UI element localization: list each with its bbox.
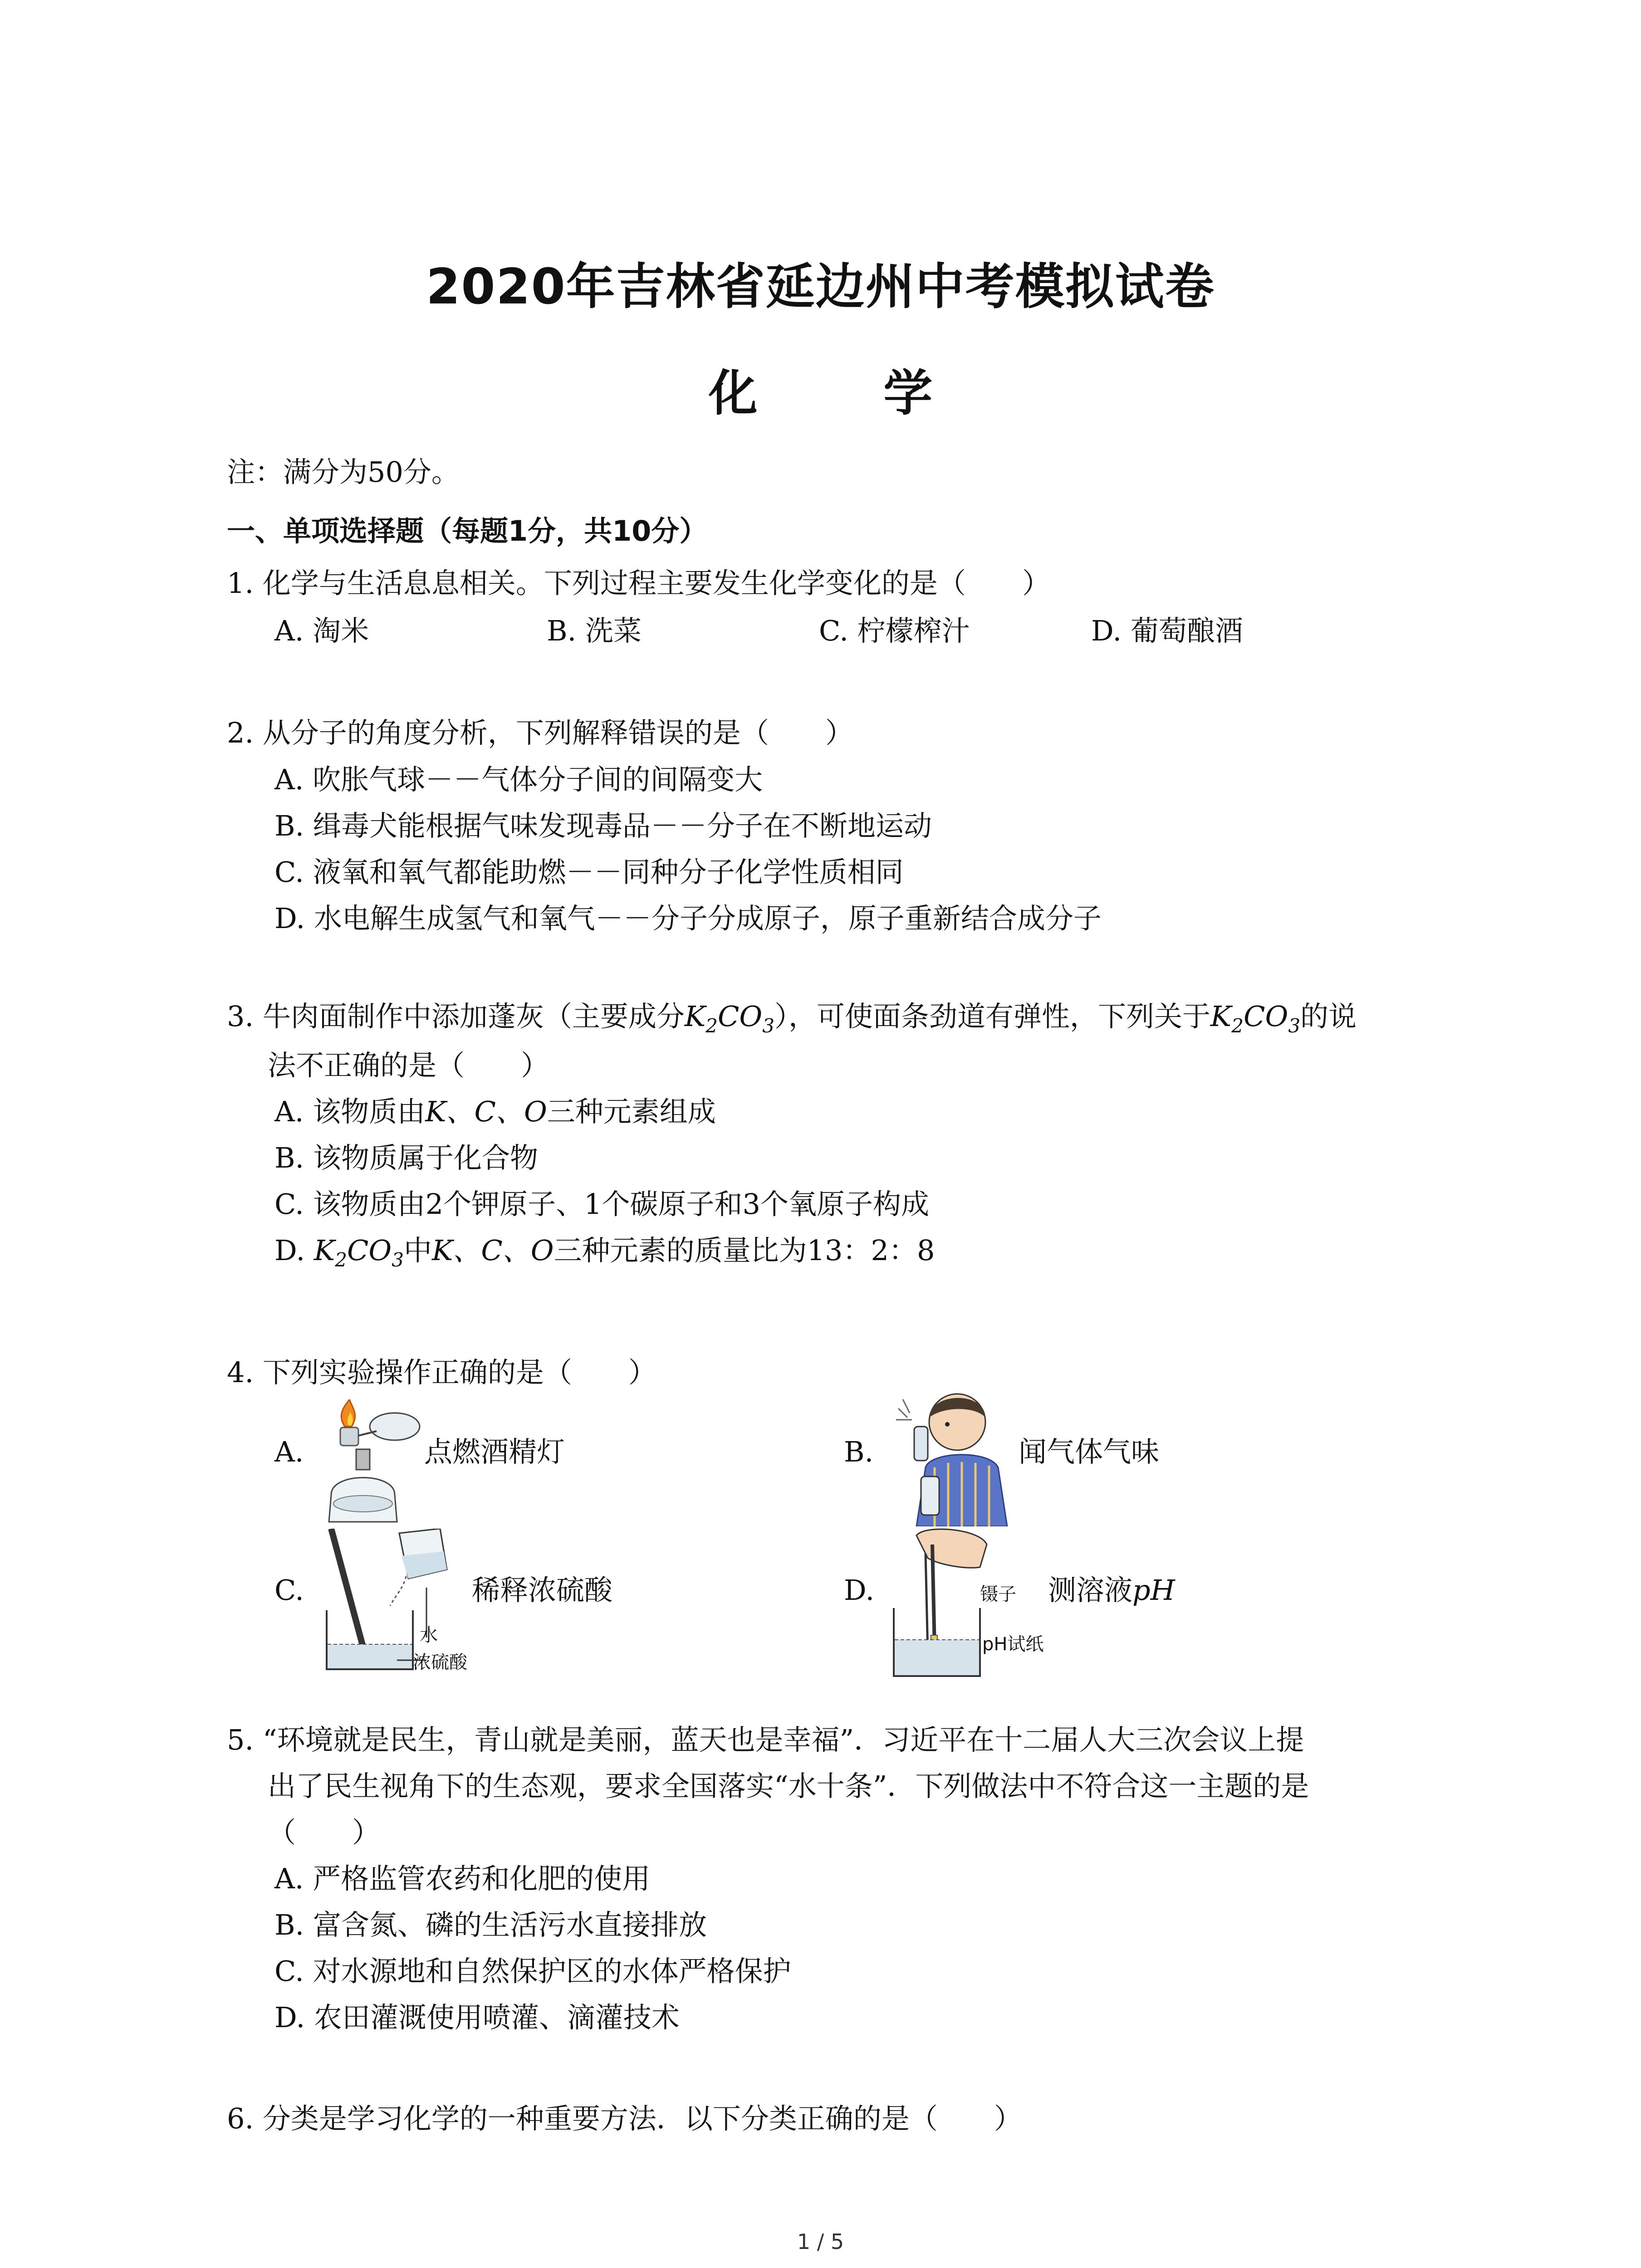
question-3-stem-text: 3. 牛肉面制作中添加蓬灰（主要成分 [227, 1000, 685, 1033]
question-4-option-d-label: 测溶液pH [1048, 1574, 1175, 1607]
question-2-stem: 2. 从分子的角度分析，下列解释错误的是（ ） [227, 716, 853, 749]
subject-title: 化 学 [708, 365, 987, 422]
question-4-option-a-letter: A. [274, 1435, 304, 1468]
question-4-option-a-label: 点燃酒精灯 [424, 1435, 565, 1468]
formula-k2co3: $K_2CO_3$ [314, 1234, 404, 1271]
question-1-option-d: D. 葡萄酿酒 [1091, 614, 1243, 647]
score-note: 注：满分为50分。 [227, 455, 460, 489]
question-4-stem: 4. 下列实验操作正确的是（ ） [227, 1356, 656, 1389]
question-3-stem-text: 的说 [1300, 1000, 1357, 1033]
question-5-option-b: B. 富含氮、磷的生活污水直接排放 [274, 1908, 707, 1941]
question-6-stem: 6. 分类是学习化学的一种重要方法．以下分类正确的是（ ） [227, 2102, 1022, 2135]
question-5-option-d: D. 农田灌溉使用喷灌、滴灌技术 [274, 2001, 680, 2034]
question-4-option-b-label: 闻气体气味 [1019, 1435, 1160, 1468]
question-2-option-d: D. 水电解生成氢气和氧气－－分子分成原子，原子重新结合成分子 [274, 902, 1102, 935]
question-3-option-c: C. 该物质由2个钾原子、1个碳原子和3个氧原子构成 [274, 1188, 929, 1221]
lighting-alcohol-lamp-figure [313, 1399, 436, 1535]
concentrated-acid-label: 浓硫酸 [413, 1652, 467, 1673]
section-heading: 一、单项选择题（每题1分，共10分） [227, 514, 708, 547]
question-5-option-a: A. 严格监管农药和化肥的使用 [274, 1862, 651, 1895]
question-5-stem-line3: （ ） [268, 1816, 381, 1849]
question-2-option-c: C. 液氧和氧气都能助燃－－同种分子化学性质相同 [274, 855, 904, 889]
question-4-option-c-letter: C. [274, 1574, 304, 1607]
measuring-ph-figure [889, 1526, 989, 1681]
tweezers-label: 镊子 [980, 1584, 1016, 1605]
question-5-option-c: C. 对水源地和自然保护区的水体严格保护 [274, 1955, 791, 1988]
question-2-option-b: B. 缉毒犬能根据气味发现毒品－－分子在不断地运动 [274, 809, 932, 842]
smelling-gas-figure [889, 1386, 1025, 1526]
question-4-option-c-label: 稀释浓硫酸 [472, 1574, 613, 1607]
question-3-stem [227, 1002, 1357, 1036]
formula-k2co3: $K_2CO_3$ [1210, 1000, 1301, 1037]
question-3-option-b: B. 该物质属于化合物 [274, 1141, 538, 1174]
water-label: 水 [420, 1625, 438, 1646]
question-4-option-d-letter: D. [844, 1574, 875, 1607]
question-5-stem-line2: 出了民生视角下的生态观，要求全国落实“水十条”．下列做法中不符合这一主题的是 [268, 1769, 1309, 1803]
page-number: 1 / 5 [797, 2229, 844, 2254]
question-4-option-b-letter: B. [844, 1435, 874, 1468]
ph-paper-label: pH试纸 [982, 1634, 1044, 1655]
exam-title: 2020年吉林省延边州中考模拟试卷 [426, 259, 1215, 315]
question-1-stem: 1. 化学与生活息息相关。下列过程主要发生化学变化的是（ ） [227, 567, 1050, 600]
question-3-stem-line2: 法不正确的是（ ） [268, 1049, 549, 1082]
question-1-option-c: C. 柠檬榨汁 [819, 614, 970, 647]
question-5-stem-line1: 5. “环境就是民生，青山就是美丽，蓝天也是幸福”．习近平在十二届人大三次会议上提 [227, 1723, 1304, 1756]
question-1-option-a: A. 淘米 [274, 614, 369, 647]
question-1-option-b: B. 洗菜 [547, 614, 642, 647]
formula-k2co3: $K_2CO_3$ [684, 1000, 774, 1037]
question-3-option-d: D. $K_2CO_3$中K、C、O三种元素的质量比为13：2：8 [274, 1234, 935, 1271]
question-3-option-a: A. 该物质由K、C、O三种元素组成 [274, 1095, 716, 1128]
question-2-option-a: A. 吹胀气球－－气体分子间的间隔变大 [274, 763, 763, 796]
question-3-stem-text: ），可使面条劲道有弹性，下列关于 [774, 1000, 1210, 1033]
